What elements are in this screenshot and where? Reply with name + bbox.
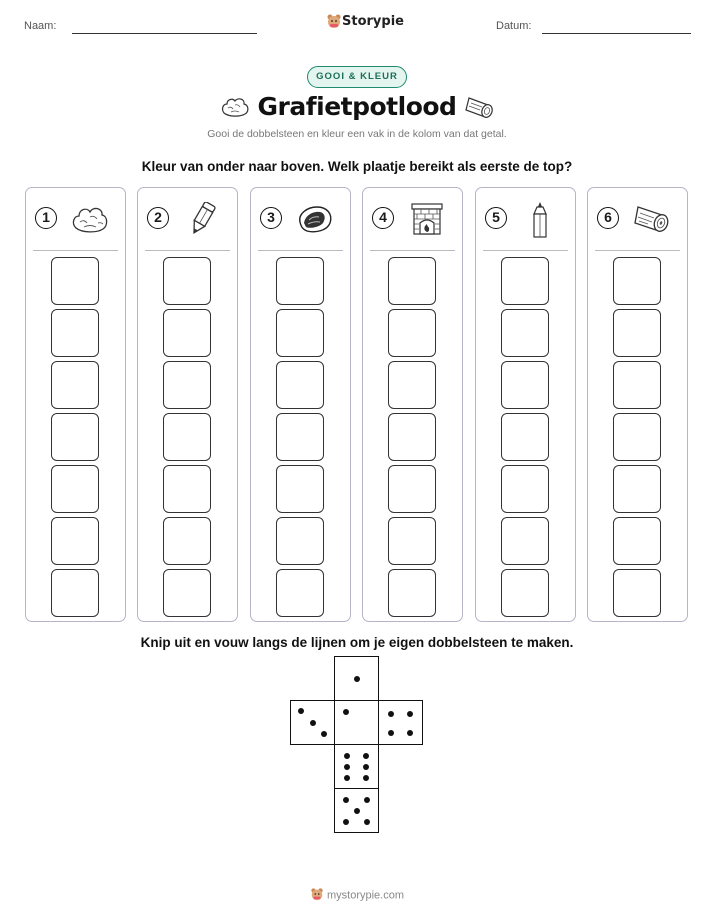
- coloring-box[interactable]: [388, 517, 436, 565]
- coloring-box[interactable]: [613, 465, 661, 513]
- coloring-box[interactable]: [163, 309, 211, 357]
- coloring-box[interactable]: [276, 465, 324, 513]
- coloring-box[interactable]: [276, 413, 324, 461]
- coloring-box[interactable]: [613, 309, 661, 357]
- activity-badge: GOOI & KLEUR: [307, 66, 407, 88]
- coloring-box[interactable]: [613, 257, 661, 305]
- coloring-box[interactable]: [276, 569, 324, 617]
- coloring-box[interactable]: [51, 257, 99, 305]
- coloring-box[interactable]: [613, 569, 661, 617]
- column-divider: [145, 250, 230, 251]
- subtitle: Gooi de dobbelsteen en kleur een vak in de kolom van dat getal.: [207, 128, 507, 140]
- column-6: [587, 187, 688, 622]
- column-divider: [483, 250, 568, 251]
- pencil-tip-icon: [182, 202, 222, 236]
- column-3: [250, 187, 351, 622]
- coloring-box[interactable]: [388, 361, 436, 409]
- fireplace-icon: [407, 202, 447, 236]
- die-pip: [364, 797, 370, 803]
- die-pip: [343, 819, 349, 825]
- column-number: 4: [372, 207, 394, 229]
- column-number: 5: [485, 207, 507, 229]
- coloring-box[interactable]: [501, 465, 549, 513]
- name-label: Naam:: [24, 20, 57, 32]
- die-face-1: [334, 656, 379, 701]
- coloring-instruction: Kleur van onder naar boven. Welk plaatje bereikt als eerste de top?: [141, 159, 573, 174]
- die-pip: [407, 730, 413, 736]
- die-pip: [343, 709, 349, 715]
- die-pip: [388, 711, 394, 717]
- storypie-logo-icon: [310, 887, 324, 904]
- die-face-4: [378, 700, 423, 745]
- log-icon: [632, 202, 672, 236]
- die-pip: [321, 731, 327, 737]
- coloring-box[interactable]: [51, 569, 99, 617]
- log-icon: [463, 94, 495, 120]
- coloring-box[interactable]: [163, 413, 211, 461]
- coloring-box[interactable]: [276, 517, 324, 565]
- die-pip: [364, 819, 370, 825]
- date-label: Datum:: [496, 20, 532, 32]
- coloring-box[interactable]: [163, 517, 211, 565]
- column-divider: [370, 250, 455, 251]
- dice-instruction: Knip uit en vouw langs de lijnen om je eigen dobbelsteen te maken.: [140, 635, 574, 650]
- graphite-rock-icon: [295, 202, 335, 236]
- coloring-box[interactable]: [51, 517, 99, 565]
- die-pip: [344, 775, 350, 781]
- coloring-box[interactable]: [276, 361, 324, 409]
- die-pip: [298, 708, 304, 714]
- coloring-box[interactable]: [388, 465, 436, 513]
- column-5: [475, 187, 576, 622]
- pencil-icon: [520, 202, 560, 236]
- column-number: 3: [260, 207, 282, 229]
- die-face-6: [334, 744, 379, 789]
- die-pip: [363, 764, 369, 770]
- die-pip: [344, 753, 350, 759]
- coloring-box[interactable]: [501, 413, 549, 461]
- storypie-logo-icon: [326, 13, 342, 29]
- die-face-1: [334, 700, 379, 745]
- coloring-box[interactable]: [613, 413, 661, 461]
- column-number: 6: [597, 207, 619, 229]
- die-pip: [363, 753, 369, 759]
- coloring-box[interactable]: [501, 309, 549, 357]
- coloring-box[interactable]: [163, 465, 211, 513]
- die-pip: [343, 797, 349, 803]
- coloring-box[interactable]: [51, 465, 99, 513]
- name-line[interactable]: [72, 33, 257, 34]
- coloring-box[interactable]: [388, 309, 436, 357]
- logo-text: Storypie: [342, 14, 404, 29]
- column-number: 2: [147, 207, 169, 229]
- column-4: [362, 187, 463, 622]
- coloring-box[interactable]: [51, 413, 99, 461]
- die-pip: [354, 676, 360, 682]
- coloring-box[interactable]: [276, 257, 324, 305]
- coloring-box[interactable]: [613, 361, 661, 409]
- die-face-3: [290, 700, 335, 745]
- column-divider: [258, 250, 343, 251]
- coloring-box[interactable]: [51, 361, 99, 409]
- coloring-box[interactable]: [388, 413, 436, 461]
- coloring-box[interactable]: [276, 309, 324, 357]
- footer: [0, 887, 714, 904]
- date-line[interactable]: [542, 33, 691, 34]
- coloring-box[interactable]: [613, 517, 661, 565]
- graphite-lump-icon: [70, 202, 110, 236]
- die-pip: [354, 808, 360, 814]
- column-2: [137, 187, 238, 622]
- coloring-box[interactable]: [501, 517, 549, 565]
- die-pip: [344, 764, 350, 770]
- die-pip: [388, 730, 394, 736]
- footer-url[interactable]: mystorypie.com: [326, 889, 405, 902]
- coloring-box[interactable]: [388, 569, 436, 617]
- column-divider: [33, 250, 118, 251]
- coloring-box[interactable]: [51, 309, 99, 357]
- coloring-box[interactable]: [163, 361, 211, 409]
- column-1: [25, 187, 126, 622]
- coloring-box[interactable]: [501, 361, 549, 409]
- die-pip: [407, 711, 413, 717]
- coloring-box[interactable]: [501, 569, 549, 617]
- column-divider: [595, 250, 680, 251]
- column-number: 1: [35, 207, 57, 229]
- die-pip: [310, 720, 316, 726]
- die-face-5: [334, 788, 379, 833]
- coloring-box[interactable]: [388, 257, 436, 305]
- coloring-box[interactable]: [163, 569, 211, 617]
- page-title: Grafietpotlood: [257, 92, 457, 121]
- coloring-box[interactable]: [163, 257, 211, 305]
- coloring-box[interactable]: [501, 257, 549, 305]
- die-pip: [363, 775, 369, 781]
